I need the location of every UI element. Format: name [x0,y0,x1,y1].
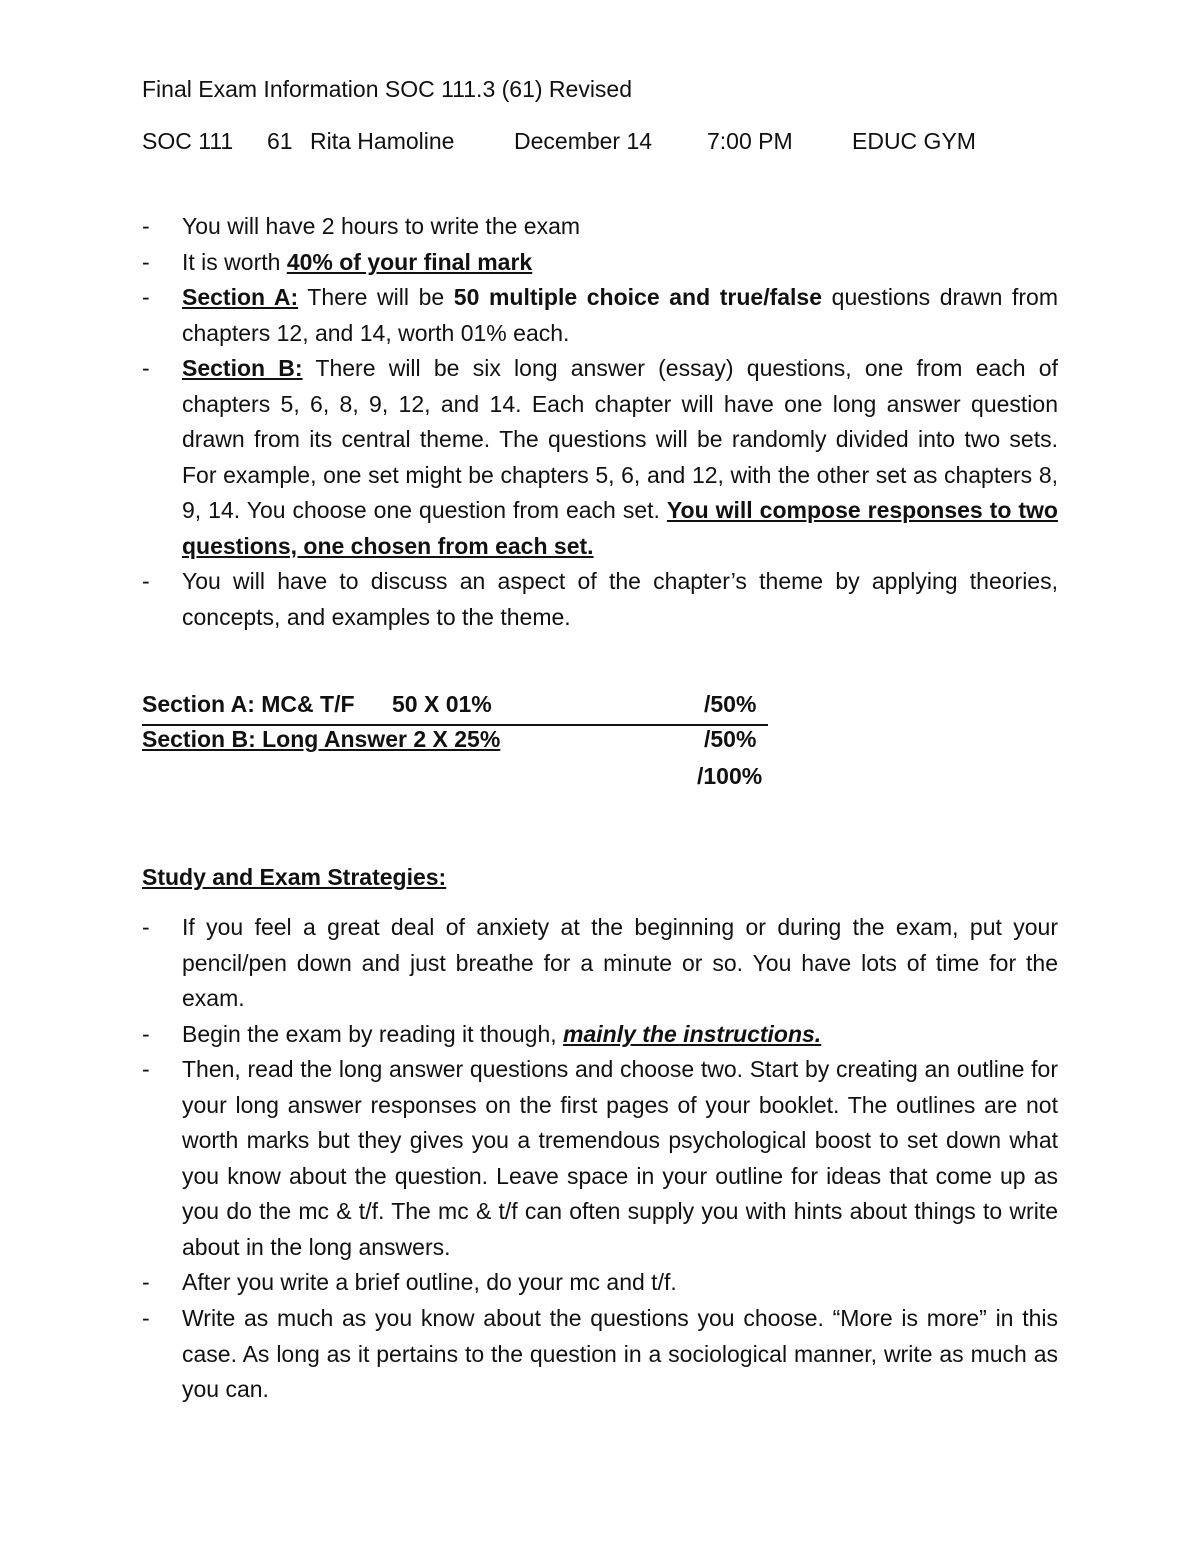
exam-time: 7:00 PM [707,128,793,154]
strategies-heading: Study and Exam Strategies: [142,864,447,890]
exam-location: EDUC GYM [852,128,976,154]
bullet-text: It is worth 40% of your final mark [182,249,533,275]
bullet-dash: - [142,249,150,275]
emphasis-text: mainly the instructions. [563,1021,822,1047]
emphasis-text: You will compose responses to two questions, one chosen from each set. [182,497,1058,559]
emphasis-text: 50 multiple choice and true/false [453,284,823,310]
bullet-text: After you write a brief outline, do your mc and t/f. [182,1269,677,1295]
bullet-text: If you feel a great deal of anxiety at the beginning or during the exam, put your pencil/pen down and just breathe for a minute or so. You have lots of time for the exam. [182,914,1058,1011]
exam-date: December 14 [514,128,653,154]
bullet-dash: - [142,914,150,940]
emphasis-text: 40% of your final mark [286,249,533,275]
marks-value: /50% [704,691,757,717]
bullet-text: Then, read the long answer questions and choose two. Start by creating an outline for your long answer responses on the first pages of your booklet. The outlines are not worth marks but they gives you a tremendous psychological boost to set down what you know about the question. Leave space in your outline for ideas that come up as you do the mc & t/f. The mc & t/f can often supply you with hints about things to write about in the long answers. [182,1056,1058,1260]
section-a-label: Section A: [182,284,299,310]
section-number: 61 [267,128,293,154]
bullet-dash: - [142,1305,150,1331]
instructor-name: Rita Hamoline [310,128,455,154]
bullet-dash: - [142,355,150,381]
course-code: SOC 111 [142,128,234,154]
bullet-text: Write as much as you know about the questions you choose. “More is more” in this case. As long as it pertains to the question in a sociological manner, write as much as you can. [182,1305,1058,1402]
marks-value: /50% [704,726,757,752]
marks-total: /100% [697,763,763,789]
bullet-dash: - [142,568,150,594]
section-b-label: Section B: [182,355,303,381]
marks-calc: 50 X 01% [392,691,492,717]
bullet-dash: - [142,1021,150,1047]
document-title: Final Exam Information SOC 111.3 (61) Revised [142,76,633,102]
bullet-text: You will have 2 hours to write the exam [182,213,581,239]
bullet-text: Section A: There will be 50 multiple choice and true/false questions drawn from chapters 12, and 14, worth 01% each. [182,284,1058,346]
bullet-dash: - [142,1056,150,1082]
bullet-dash: - [142,213,150,239]
bullet-dash: - [142,1269,150,1295]
marks-label: Section A: MC& T/F [142,691,355,717]
bullet-text: Begin the exam by reading it though, mainly the instructions. [182,1021,822,1047]
marks-label: Section B: Long Answer 2 X 25% [142,726,501,752]
marks-row-b [142,724,768,752]
bullet-text: Section B: There will be six long answer (essay) questions, one from each of chapters 5, 6, 8, 9, 12, and 14. Each chapter will have one long answer question drawn from its central theme. The questions will be randomly divided into two sets. For example, one set might be chapters 5, 6, and 12, with the other set as chapters 8, 9, 14. You choose one question from each set. You will compose responses to two questions, one chosen from each set. [182,355,1058,559]
bullet-text: You will have to discuss an aspect of the chapter’s theme by applying theories, concepts, and examples to the theme. [182,568,1058,630]
bullet-dash: - [142,284,150,310]
